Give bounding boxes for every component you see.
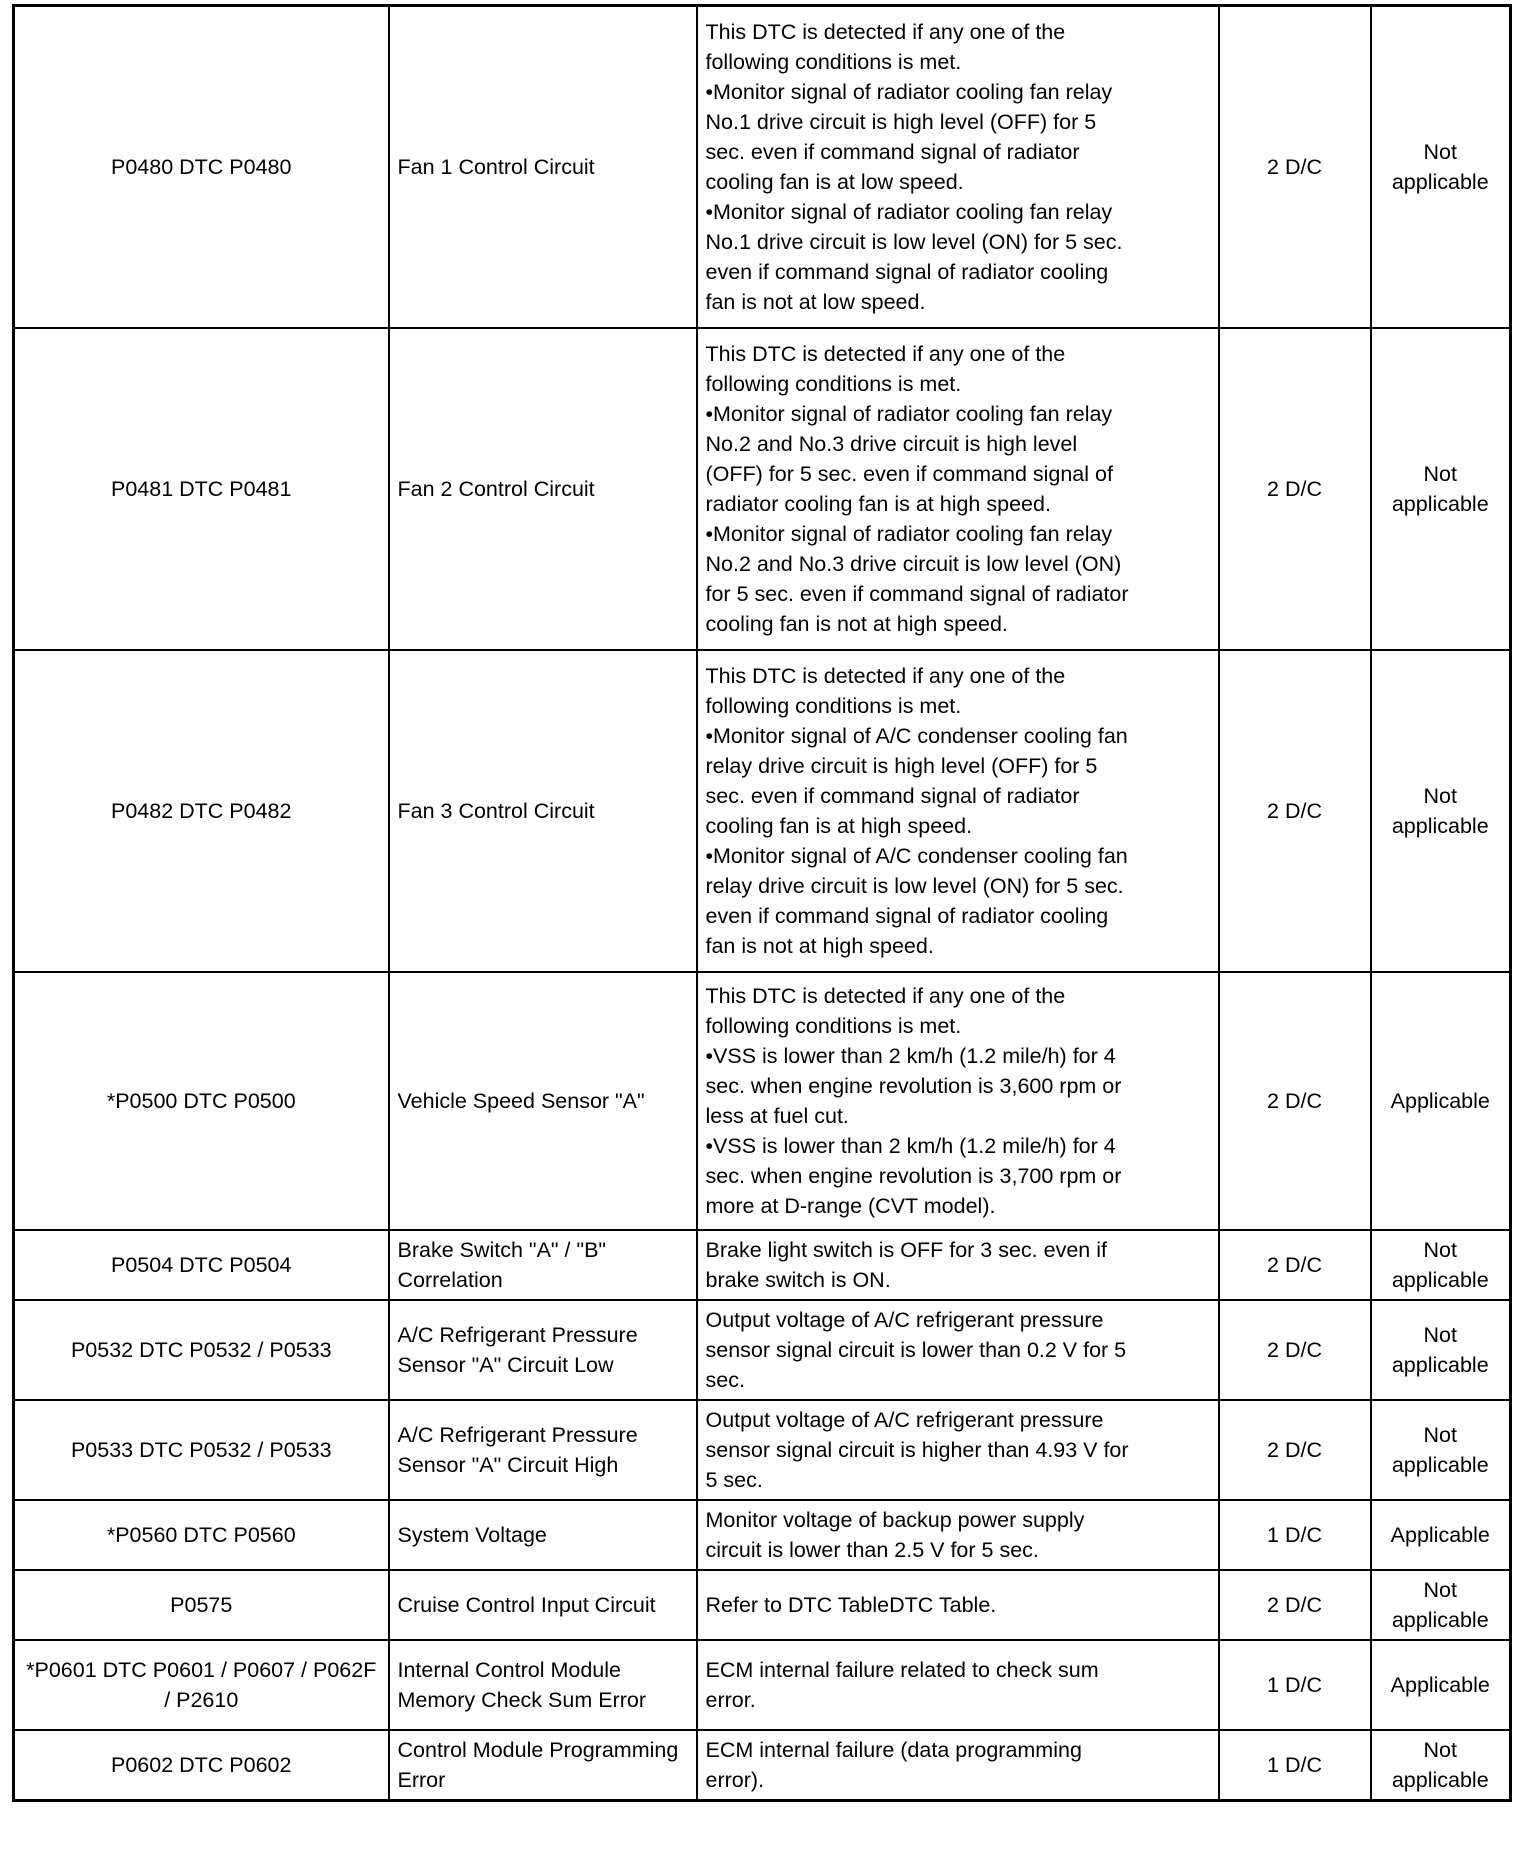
dtc-name-cell: Vehicle Speed Sensor "A": [389, 972, 697, 1230]
detection-condition-line: 5 sec.: [705, 1467, 763, 1492]
mil-text: Applicable: [1390, 1088, 1490, 1113]
mil-cell: [1371, 1400, 1511, 1500]
dtc-code-cell: P0481 DTC P0481: [14, 328, 389, 650]
trip-cell: 2 D/C: [1219, 650, 1371, 972]
trip-cell: 2 D/C: [1219, 1400, 1371, 1500]
table-row: [14, 972, 1511, 1230]
detection-condition-line: Output voltage of A/C refrigerant pressure: [705, 1407, 1104, 1432]
table-row: [14, 1640, 1511, 1730]
detection-condition-cell: [697, 1730, 1219, 1801]
detection-condition-line: sec. even if command signal of radiator: [705, 783, 1080, 808]
mil-text: applicable: [1391, 1452, 1489, 1477]
detection-condition-line: cooling fan is not at high speed.: [705, 611, 1008, 636]
table-row: [14, 1230, 1511, 1300]
mil-text: Not: [1423, 1322, 1457, 1347]
dtc-code-cell: P0532 DTC P0532 / P0533: [14, 1300, 389, 1400]
detection-condition-line: following conditions is met.: [705, 49, 962, 74]
detection-condition-line: This DTC is detected if any one of the: [705, 983, 1066, 1008]
detection-condition-line: even if command signal of radiator cooling: [705, 903, 1109, 928]
mil-text: Not: [1423, 1737, 1457, 1762]
detection-condition-line: This DTC is detected if any one of the: [705, 341, 1066, 366]
trip-cell: 2 D/C: [1219, 972, 1371, 1230]
detection-condition-line: relay drive circuit is low level (ON) for 5 sec.: [705, 873, 1124, 898]
table-row: [14, 1400, 1511, 1500]
detection-condition-line: sec.: [705, 1367, 745, 1392]
detection-condition-cell: [697, 972, 1219, 1230]
mil-text: Not: [1423, 1422, 1457, 1447]
dtc-name-cell: System Voltage: [389, 1500, 697, 1570]
table-row: [14, 650, 1511, 972]
table-row: [14, 1730, 1511, 1801]
dtc-code-cell: *P0560 DTC P0560: [14, 1500, 389, 1570]
mil-cell: [1371, 1570, 1511, 1640]
detection-condition-cell: [697, 6, 1219, 328]
detection-condition-line: •Monitor signal of radiator cooling fan relay: [705, 521, 1113, 546]
detection-condition-line: •Monitor signal of A/C condenser cooling fan: [705, 723, 1128, 748]
trip-cell: 1 D/C: [1219, 1640, 1371, 1730]
detection-condition-line: even if command signal of radiator cooling: [705, 259, 1109, 284]
mil-text: Not: [1423, 783, 1457, 808]
dtc-name-cell: Cruise Control Input Circuit: [389, 1570, 697, 1640]
detection-condition-line: This DTC is detected if any one of the: [705, 19, 1066, 44]
mil-text: applicable: [1391, 1767, 1489, 1792]
detection-condition-line: fan is not at low speed.: [705, 289, 926, 314]
detection-condition-line: sensor signal circuit is higher than 4.93 V for: [705, 1437, 1129, 1462]
detection-condition-cell: [697, 650, 1219, 972]
detection-condition-line: for 5 sec. even if command signal of radiator: [705, 581, 1129, 606]
detection-condition-line: •VSS is lower than 2 km/h (1.2 mile/h) for 4: [705, 1043, 1116, 1068]
detection-condition-line: Output voltage of A/C refrigerant pressure: [705, 1307, 1104, 1332]
mil-cell: [1371, 1300, 1511, 1400]
dtc-name-cell: Internal Control Module Memory Check Sum Error: [389, 1640, 697, 1730]
dtc-code-cell: P0504 DTC P0504: [14, 1230, 389, 1300]
trip-cell: 2 D/C: [1219, 1570, 1371, 1640]
mil-text: Not: [1423, 139, 1457, 164]
detection-condition-line: following conditions is met.: [705, 371, 962, 396]
trip-cell: 1 D/C: [1219, 1500, 1371, 1570]
table-row: [14, 1570, 1511, 1640]
mil-text: Applicable: [1390, 1522, 1490, 1547]
detection-condition-cell: [697, 1230, 1219, 1300]
mil-cell: [1371, 1500, 1511, 1570]
detection-condition-cell: [697, 1640, 1219, 1730]
dtc-name-cell: Fan 3 Control Circuit: [389, 650, 697, 972]
detection-condition-line: error).: [705, 1767, 765, 1792]
dtc-code-cell: *P0500 DTC P0500: [14, 972, 389, 1230]
detection-condition-line: sensor signal circuit is lower than 0.2 V for 5: [705, 1337, 1127, 1362]
trip-cell: 1 D/C: [1219, 1730, 1371, 1801]
detection-condition-line: Monitor voltage of backup power supply: [705, 1507, 1085, 1532]
dtc-name-cell: A/C Refrigerant Pressure Sensor "A" Circuit Low: [389, 1300, 697, 1400]
dtc-code-cell: P0533 DTC P0532 / P0533: [14, 1400, 389, 1500]
mil-cell: [1371, 650, 1511, 972]
dtc-name-cell: Brake Switch "A" / "B" Correlation: [389, 1230, 697, 1300]
detection-condition-cell: [697, 1400, 1219, 1500]
dtc-name-cell: Fan 1 Control Circuit: [389, 6, 697, 328]
detection-condition-line: circuit is lower than 2.5 V for 5 sec.: [705, 1537, 1039, 1562]
detection-condition-line: •Monitor signal of radiator cooling fan relay: [705, 79, 1113, 104]
trip-cell: 2 D/C: [1219, 6, 1371, 328]
detection-condition-cell: [697, 328, 1219, 650]
mil-cell: [1371, 1730, 1511, 1801]
detection-condition-line: following conditions is met.: [705, 693, 962, 718]
table-row: [14, 6, 1511, 328]
mil-text: applicable: [1391, 169, 1489, 194]
trip-cell: 2 D/C: [1219, 1300, 1371, 1400]
mil-cell: [1371, 972, 1511, 1230]
detection-condition-line: •Monitor signal of radiator cooling fan relay: [705, 401, 1113, 426]
detection-condition-line: following conditions is met.: [705, 1013, 962, 1038]
detection-condition-line: Refer to DTC TableDTC Table.: [705, 1592, 997, 1617]
detection-condition-line: No.1 drive circuit is high level (OFF) for 5: [705, 109, 1097, 134]
dtc-name-cell: Control Module Programming Error: [389, 1730, 697, 1801]
dtc-code-cell: P0482 DTC P0482: [14, 650, 389, 972]
mil-cell: [1371, 6, 1511, 328]
mil-text: Not: [1423, 461, 1457, 486]
dtc-code-cell: P0602 DTC P0602: [14, 1730, 389, 1801]
mil-text: applicable: [1391, 1352, 1489, 1377]
dtc-code-cell: *P0601 DTC P0601 / P0607 / P062F / P2610: [14, 1640, 389, 1730]
table-row: [14, 1500, 1511, 1570]
table-row: [14, 1300, 1511, 1400]
mil-text: applicable: [1391, 1267, 1489, 1292]
trip-cell: 2 D/C: [1219, 328, 1371, 650]
dtc-code-cell: P0575: [14, 1570, 389, 1640]
mil-text: applicable: [1391, 491, 1489, 516]
dtc-name-cell: Fan 2 Control Circuit: [389, 328, 697, 650]
detection-condition-line: This DTC is detected if any one of the: [705, 663, 1066, 688]
detection-condition-line: radiator cooling fan is at high speed.: [705, 491, 1051, 516]
detection-condition-cell: [697, 1500, 1219, 1570]
detection-condition-cell: [697, 1570, 1219, 1640]
detection-condition-line: sec. when engine revolution is 3,700 rpm or: [705, 1163, 1122, 1188]
dtc-code-cell: P0480 DTC P0480: [14, 6, 389, 328]
detection-condition-line: No.2 and No.3 drive circuit is low level (ON): [705, 551, 1122, 576]
detection-condition-line: sec. even if command signal of radiator: [705, 139, 1080, 164]
detection-condition-line: ECM internal failure (data programming: [705, 1737, 1082, 1762]
detection-condition-line: Brake light switch is OFF for 3 sec. even if: [705, 1237, 1107, 1262]
table-row: [14, 328, 1511, 650]
detection-condition-line: No.2 and No.3 drive circuit is high level: [705, 431, 1078, 456]
dtc-table: [12, 4, 1512, 1802]
detection-condition-cell: [697, 1300, 1219, 1400]
mil-text: applicable: [1391, 813, 1489, 838]
detection-condition-line: error.: [705, 1687, 756, 1712]
detection-condition-line: ECM internal failure related to check sum: [705, 1657, 1099, 1682]
detection-condition-line: No.1 drive circuit is low level (ON) for 5 sec.: [705, 229, 1123, 254]
mil-cell: [1371, 1230, 1511, 1300]
detection-condition-line: •VSS is lower than 2 km/h (1.2 mile/h) for 4: [705, 1133, 1116, 1158]
detection-condition-line: (OFF) for 5 sec. even if command signal of: [705, 461, 1113, 486]
detection-condition-line: sec. when engine revolution is 3,600 rpm or: [705, 1073, 1122, 1098]
detection-condition-line: fan is not at high speed.: [705, 933, 934, 958]
detection-condition-line: relay drive circuit is high level (OFF) for 5: [705, 753, 1098, 778]
mil-text: Not: [1423, 1577, 1457, 1602]
detection-condition-line: •Monitor signal of A/C condenser cooling fan: [705, 843, 1128, 868]
mil-text: Applicable: [1390, 1672, 1490, 1697]
trip-cell: 2 D/C: [1219, 1230, 1371, 1300]
detection-condition-line: cooling fan is at high speed.: [705, 813, 973, 838]
detection-condition-line: •Monitor signal of radiator cooling fan relay: [705, 199, 1113, 224]
dtc-table-body: [14, 6, 1511, 1801]
dtc-name-cell: A/C Refrigerant Pressure Sensor "A" Circuit High: [389, 1400, 697, 1500]
detection-condition-line: cooling fan is at low speed.: [705, 169, 964, 194]
mil-cell: [1371, 1640, 1511, 1730]
detection-condition-line: brake switch is ON.: [705, 1267, 891, 1292]
mil-cell: [1371, 328, 1511, 650]
mil-text: applicable: [1391, 1607, 1489, 1632]
detection-condition-line: more at D-range (CVT model).: [705, 1193, 996, 1218]
detection-condition-line: less at fuel cut.: [705, 1103, 849, 1128]
mil-text: Not: [1423, 1237, 1457, 1262]
